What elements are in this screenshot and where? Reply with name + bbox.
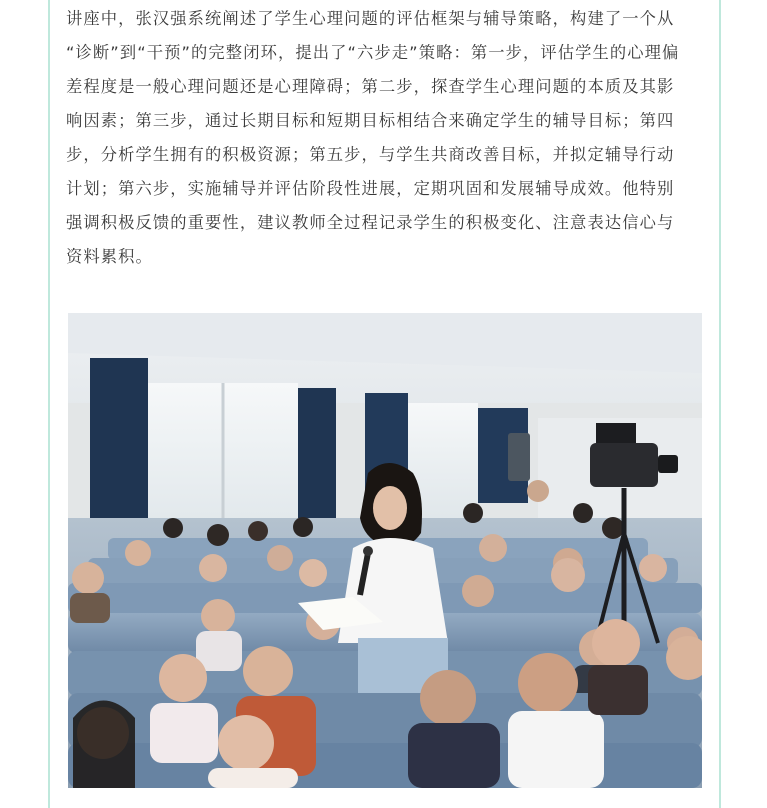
article-line: 响因素；第三步，通过长期目标和短期目标相结合来确定学生的辅导目标；第四 xyxy=(66,111,675,130)
article-line: 资料累积。 xyxy=(66,247,153,266)
article-line: 强调积极反馈的重要性，建议教师全过程记录学生的积极变化、注意表达信心与 xyxy=(66,213,675,232)
article-line: “诊断”到“干预”的完整闭环，提出了“六步走”策略：第一步，评估学生的心理偏 xyxy=(66,43,680,62)
right-border-line xyxy=(719,0,721,808)
left-border-line xyxy=(48,0,50,808)
article-line: 计划；第六步，实施辅导并评估阶段性进展，定期巩固和发展辅导成效。他特别 xyxy=(66,179,675,198)
lecture-hall-photo xyxy=(68,313,702,788)
article-line: 步，分析学生拥有的积极资源；第五步，与学生共商改善目标，并拟定辅导行动 xyxy=(66,145,675,164)
wall-speaker xyxy=(508,433,530,481)
article-paragraph xyxy=(66,2,706,274)
article-line: 讲座中，张汉强系统阐述了学生心理问题的评估框架与辅导策略，构建了一个从 xyxy=(66,9,675,28)
article-line: 差程度是一般心理问题还是心理障碍；第二步，探查学生心理问题的本质及其影 xyxy=(66,77,675,96)
curtain xyxy=(298,388,336,528)
